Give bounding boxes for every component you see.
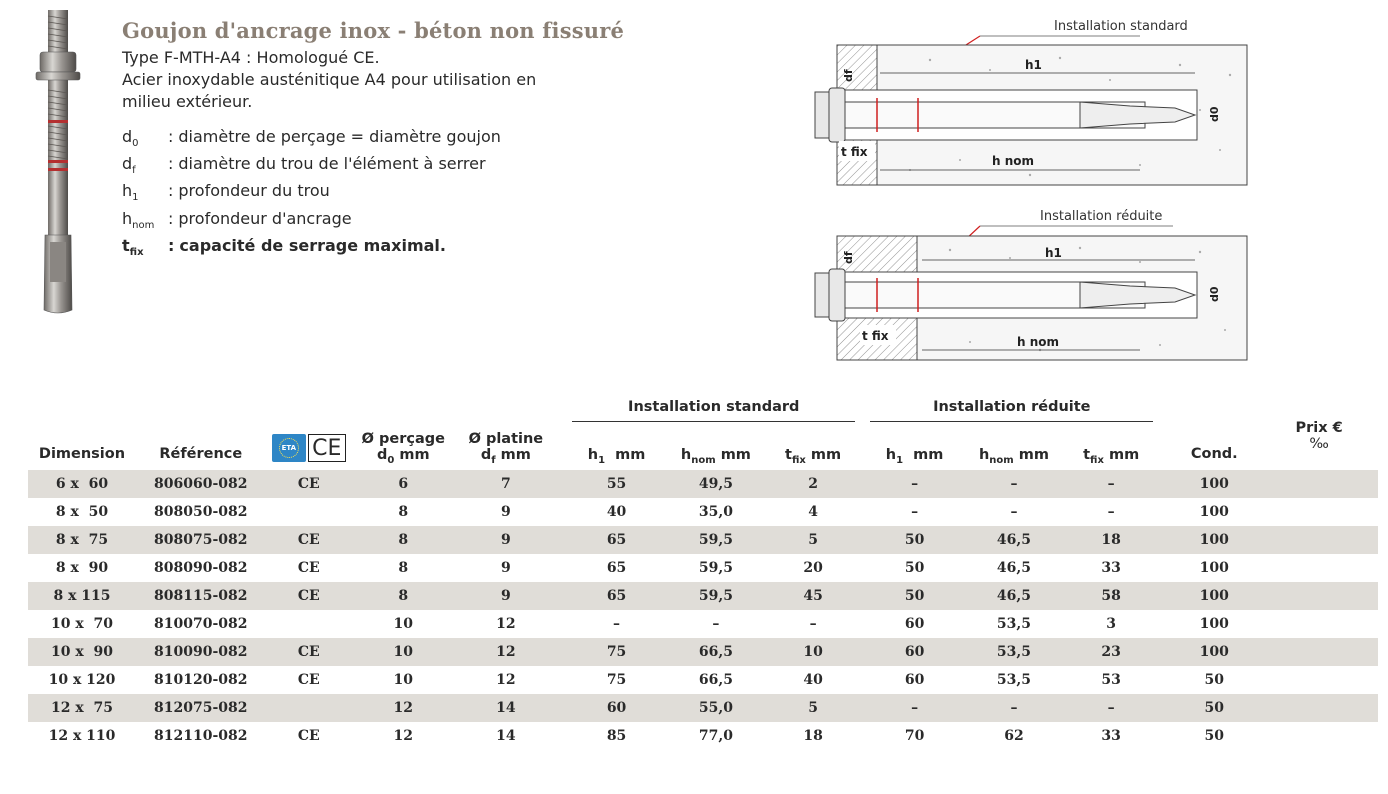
cell-prix (1260, 722, 1378, 750)
table-row (28, 694, 1378, 722)
cell-d0: 10 (393, 672, 414, 688)
cell-r-hnom: 53,5 (996, 672, 1031, 688)
cell-r-h1: 60 (870, 638, 959, 666)
table-row (28, 498, 1378, 526)
cell-dim: 8 x 115 (28, 582, 136, 610)
table-row (28, 638, 1378, 666)
cell-r-hnom: 46,5 (959, 526, 1069, 554)
header-std-h1: $h_1$ mm (587, 447, 646, 466)
cell-d0: 8 (398, 504, 409, 520)
cell-ce: CE (297, 672, 320, 688)
cell-s-tfix: 2 (771, 470, 855, 498)
anchor-bolt-photo (28, 10, 88, 315)
cell-prix (1260, 526, 1378, 554)
cell-ref: 808090-082 (154, 560, 248, 576)
cell-df: 12 (496, 616, 516, 632)
product-description (122, 18, 682, 263)
cell-s-hnom: 77,0 (698, 728, 733, 744)
cell-cond: 50 (1204, 728, 1225, 744)
material-line-1: Acier inoxydable austénitique A4 pour utilisation en (122, 70, 537, 89)
cell-ref: 806060-082 (136, 470, 266, 498)
cell-df: 14 (496, 728, 516, 744)
cell-ref: 810090-082 (136, 638, 266, 666)
cell-r-tfix: 33 (1101, 560, 1121, 576)
cell-d0: 8 (352, 526, 455, 554)
diagram2-df-label: df (842, 251, 855, 264)
cell-ref: 812075-082 (136, 694, 266, 722)
diagram2-d0-label: d0 (1208, 286, 1221, 302)
cell-dim: 8 x 90 (55, 560, 109, 576)
table-row (28, 470, 1378, 498)
cell-cond: 100 (1168, 526, 1260, 554)
cell-s-h1: 85 (606, 728, 627, 744)
cell-r-hnom: – (1010, 504, 1018, 520)
cell-cond: 100 (1199, 560, 1229, 576)
cell-s-hnom: 59,5 (661, 526, 771, 554)
product-title: Goujon d'ancrage inox - béton non fissuré (122, 18, 625, 43)
cell-ce: CE (266, 470, 352, 498)
cell-ref: 812110-082 (154, 728, 248, 744)
cell-dim: 10 x 90 (28, 638, 136, 666)
cell-s-hnom: 66,5 (698, 672, 733, 688)
header-red-hnom: $h_{nom}$ mm (978, 447, 1049, 466)
cell-prix (1260, 666, 1378, 694)
diagram-h1-label: h1 (1025, 58, 1042, 72)
cell-dim: 12 x 75 (28, 694, 136, 722)
table-row (28, 554, 1378, 582)
cell-ref: 808075-082 (136, 526, 266, 554)
material-line-2: milieu extérieur. (122, 92, 253, 111)
cell-ce: CE (266, 526, 352, 554)
cell-cond: 100 (1168, 470, 1260, 498)
symbol-legend (122, 127, 682, 263)
cell-r-h1: 50 (870, 582, 959, 610)
header-red-tfix: $t_{fix}$ mm (1083, 447, 1140, 466)
cell-d0: 10 (393, 616, 414, 632)
cell-r-tfix: 23 (1069, 638, 1153, 666)
cell-cond: 50 (1204, 672, 1225, 688)
table-row (28, 666, 1378, 694)
cell-df: 9 (455, 582, 558, 610)
cell-r-h1: 70 (904, 728, 925, 744)
header-reference: Référence (159, 446, 243, 462)
cell-s-h1: 40 (606, 504, 627, 520)
cell-df: 12 (455, 638, 558, 666)
table-row (28, 526, 1378, 554)
cell-r-hnom: 46,5 (996, 560, 1031, 576)
cell-r-hnom: – (959, 470, 1069, 498)
header-certification (266, 393, 352, 470)
table-row (28, 610, 1378, 638)
cell-r-tfix: – (1107, 504, 1115, 520)
cell-df: 9 (501, 504, 511, 520)
cell-ce (266, 498, 352, 526)
header-std-hnom: $h_{nom}$ mm (680, 447, 751, 466)
cell-s-hnom: 35,0 (698, 504, 733, 520)
cell-s-hnom: 59,5 (698, 560, 733, 576)
cell-r-h1: 60 (904, 672, 925, 688)
cell-r-hnom: – (959, 694, 1069, 722)
cell-ref: 808050-082 (154, 504, 248, 520)
cell-d0: 8 (398, 560, 409, 576)
cell-df: 12 (496, 672, 516, 688)
cell-s-tfix: 45 (771, 582, 855, 610)
cell-s-h1: 65 (572, 526, 661, 554)
cell-s-tfix: 5 (771, 694, 855, 722)
header-std-tfix: $t_{fix}$ mm (785, 447, 842, 466)
cell-prix (1260, 694, 1378, 722)
cell-df: 7 (455, 470, 558, 498)
header-group-reduite: Installation réduite (870, 393, 1153, 422)
cell-dim: 8 x 50 (55, 504, 109, 520)
cell-prix (1260, 610, 1378, 638)
cell-s-hnom: 55,0 (661, 694, 771, 722)
cell-r-tfix: – (1069, 694, 1153, 722)
cell-d0: 10 (352, 638, 455, 666)
diagram2-hnom-label: h nom (1017, 335, 1060, 349)
cell-r-hnom: 62 (1004, 728, 1024, 744)
cell-dim: 10 x 70 (51, 616, 113, 632)
cell-prix (1260, 470, 1378, 498)
cell-dim: 12 x 110 (48, 728, 116, 744)
legend-item: $d_f$ : diamètre du trou de l'élément à serrer (122, 154, 486, 177)
cell-ref: 808115-082 (136, 582, 266, 610)
diagram-installation-reduite (780, 200, 1260, 370)
cell-cond: 100 (1168, 638, 1260, 666)
diagram-tfix-label: t fix (841, 145, 868, 159)
header-percage: Ø perçage $d_0$ mm (361, 431, 445, 466)
cell-s-h1: – (613, 616, 621, 632)
diagram-installation-standard (780, 10, 1260, 195)
legend-item: $h_1$ : profondeur du trou (122, 181, 330, 204)
header-prix: Prix € ‰ (1295, 420, 1343, 452)
cell-cond: 100 (1199, 616, 1229, 632)
header-cond: Cond. (1190, 446, 1238, 462)
cell-dim: 6 x 60 (28, 470, 136, 498)
cell-d0: 12 (393, 728, 414, 744)
diagram-label-reduite: Installation réduite (1040, 209, 1163, 224)
cell-s-tfix: 5 (771, 526, 855, 554)
cell-r-tfix: – (1069, 470, 1153, 498)
cell-d0: 12 (352, 694, 455, 722)
cell-s-hnom: 49,5 (661, 470, 771, 498)
diagram2-tfix-label: t fix (862, 329, 889, 343)
cell-s-tfix: 40 (803, 672, 823, 688)
cell-s-h1: 75 (572, 638, 661, 666)
cell-s-hnom: – (712, 616, 720, 632)
cell-s-h1: 75 (606, 672, 627, 688)
cell-s-h1: 60 (572, 694, 661, 722)
cell-r-h1: – (870, 470, 959, 498)
cell-r-h1: 50 (870, 526, 959, 554)
legend-item: $h_{nom}$ : profondeur d'ancrage (122, 208, 352, 231)
diagram-label-standard: Installation standard (1054, 19, 1188, 34)
cell-d0: 8 (352, 582, 455, 610)
header-red-h1: $h_1$ mm (885, 447, 944, 466)
cell-ce (266, 694, 352, 722)
cell-s-tfix: – (809, 616, 817, 632)
cell-s-h1: 55 (572, 470, 661, 498)
cell-r-hnom: 46,5 (959, 582, 1069, 610)
cell-prix (1260, 498, 1378, 526)
table-row (28, 722, 1378, 750)
cell-ce: CE (266, 638, 352, 666)
cell-ce: CE (297, 728, 320, 744)
header-dimension: Dimension (38, 446, 126, 462)
header-platine: Ø platine $d_f$ mm (468, 431, 544, 466)
cell-s-hnom: 59,5 (661, 582, 771, 610)
cell-cond: 50 (1168, 694, 1260, 722)
cell-r-h1: – (911, 504, 919, 520)
cell-d0: 6 (352, 470, 455, 498)
diagram2-h1-label: h1 (1045, 246, 1062, 260)
cell-ref: 810070-082 (154, 616, 248, 632)
cell-ref: 810120-082 (154, 672, 248, 688)
eta-logo-icon: ETA (272, 434, 306, 462)
header-group-standard: Installation standard (572, 393, 855, 422)
cell-df: 9 (455, 526, 558, 554)
cell-cond: 100 (1199, 504, 1229, 520)
cell-dim: 8 x 75 (28, 526, 136, 554)
cell-r-tfix: 33 (1101, 728, 1121, 744)
legend-item: $d_0$ : diamètre de perçage = diamètre goujon (122, 127, 501, 150)
cell-s-tfix: 4 (808, 504, 818, 520)
cell-dim: 10 x 120 (48, 672, 116, 688)
cell-ce: CE (266, 582, 352, 610)
cell-df: 14 (455, 694, 558, 722)
cell-s-h1: 65 (606, 560, 627, 576)
cell-r-h1: – (870, 694, 959, 722)
cell-r-h1: 60 (904, 616, 925, 632)
cell-df: 9 (501, 560, 511, 576)
diagram-d0-label: d0 (1208, 106, 1221, 122)
product-table (28, 393, 1378, 750)
cell-s-tfix: 20 (803, 560, 823, 576)
cell-r-hnom: 53,5 (959, 638, 1069, 666)
cell-s-tfix: 10 (771, 638, 855, 666)
cell-s-tfix: 18 (803, 728, 823, 744)
cell-ce: CE (297, 560, 320, 576)
cell-prix (1260, 638, 1378, 666)
type-line: Type F-MTH-A4 : Homologué CE. (122, 48, 380, 67)
cell-r-tfix: 53 (1101, 672, 1121, 688)
cell-cond: 100 (1168, 582, 1260, 610)
cell-ce (266, 610, 352, 638)
cell-r-tfix: 3 (1106, 616, 1117, 632)
diagram-df-label: df (842, 69, 855, 82)
cell-r-tfix: 18 (1069, 526, 1153, 554)
cell-r-hnom: 53,5 (996, 616, 1031, 632)
cell-prix (1260, 582, 1378, 610)
legend-item: $t_{fix}$ : capacité de serrage maximal. (122, 235, 446, 258)
cell-r-tfix: 58 (1069, 582, 1153, 610)
table-row (28, 582, 1378, 610)
ce-mark-icon: CE (308, 434, 346, 462)
cell-s-hnom: 66,5 (661, 638, 771, 666)
cell-s-h1: 65 (572, 582, 661, 610)
cell-prix (1260, 554, 1378, 582)
cell-r-h1: 50 (904, 560, 925, 576)
diagram-hnom-label: h nom (992, 154, 1035, 168)
